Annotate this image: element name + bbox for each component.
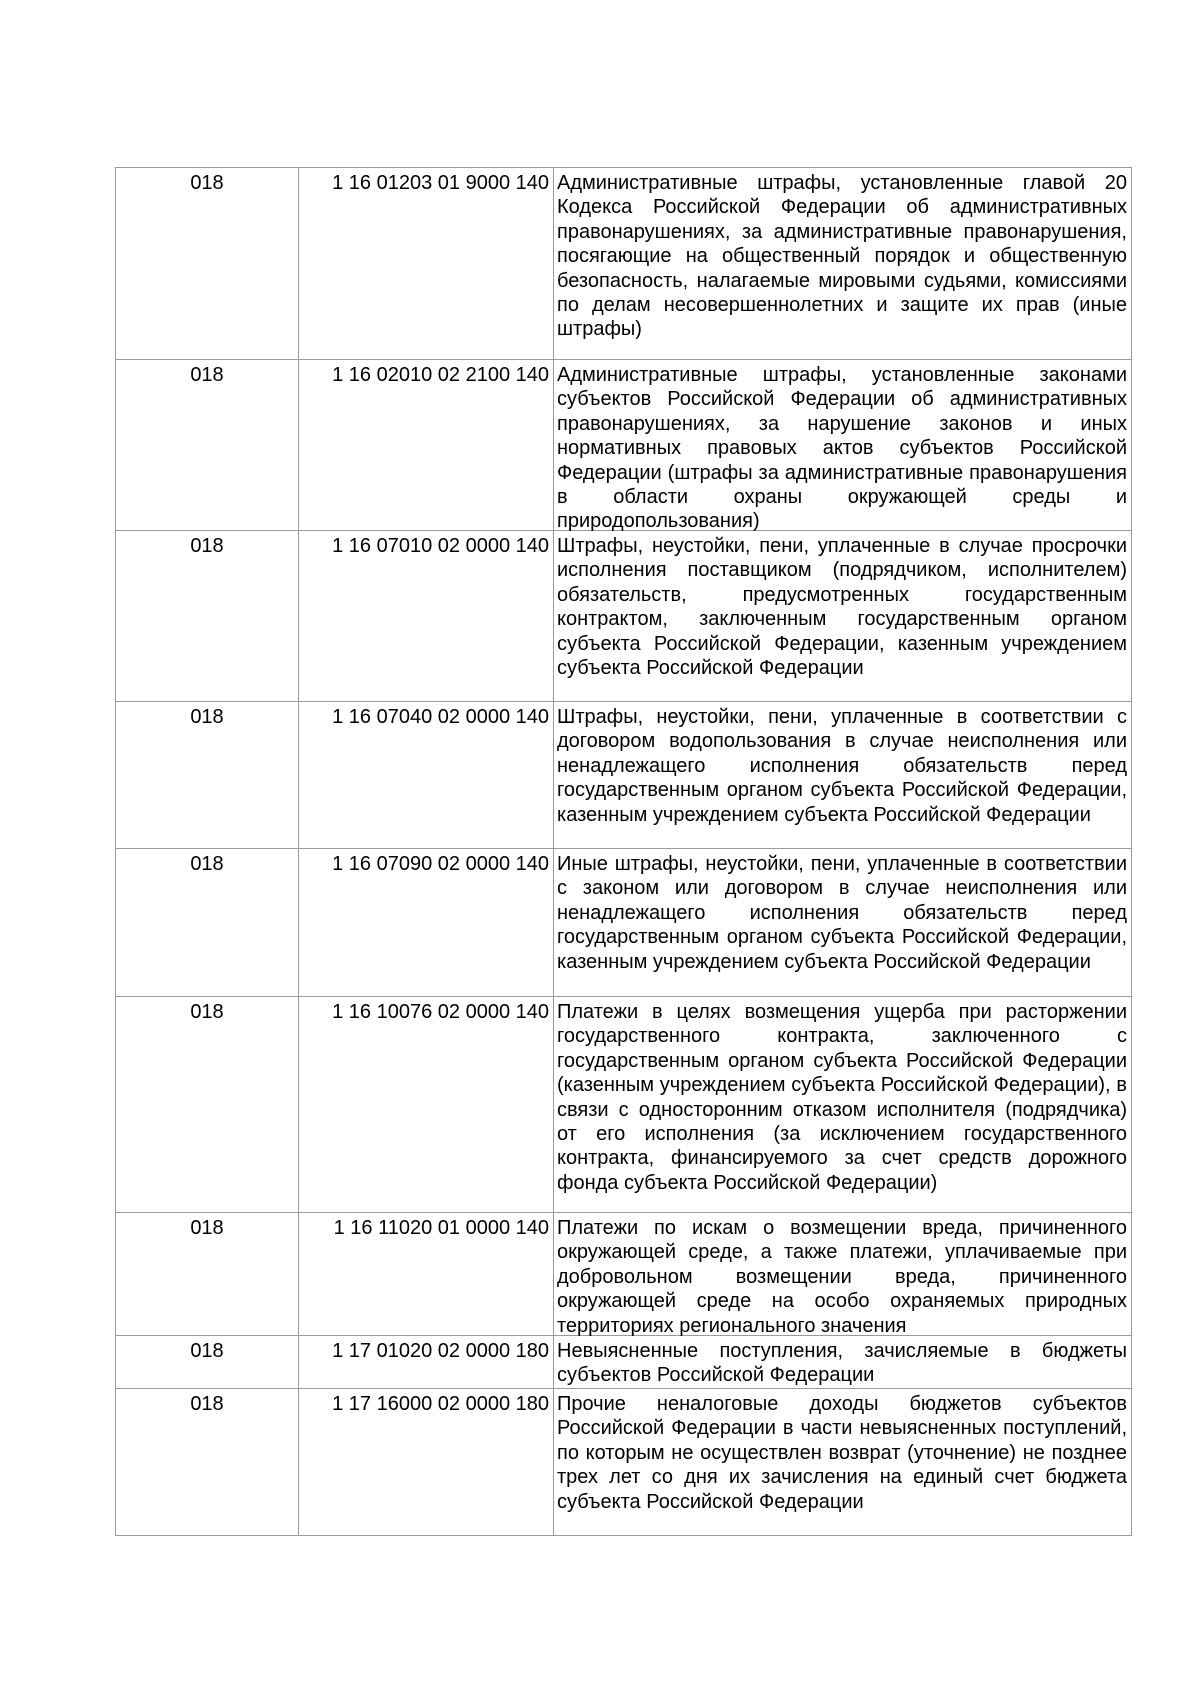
revenue-name-text: Штрафы, неустойки, пени, уплаченные в случае просрочки исполнения поставщиком (подрядчиком, исполнителем) обязательств, предусмотренных государственным контрактом, заключенным государственным органом субъекта Российской Федерации, казенным учреждением субъекта Российской Федерации	[557, 535, 1127, 680]
revenue-name-text: Невыясненные поступления, зачисляемые в бюджеты субъектов Российской Федерации	[557, 1340, 1127, 1387]
table-row	[116, 168, 1132, 360]
revenue-name-cell	[554, 1389, 1132, 1536]
budget-code-cell: 1 17 16000 02 0000 180	[299, 1389, 554, 1536]
revenue-name-text: Административные штрафы, установленные главой 20 Кодекса Российской Федерации об административных правонарушениях, за административные правонарушения, посягающие на общественный порядок и общественную безопасность, налагаемые мировыми судьями, комиссиями по делам несовершеннолетних и защите их прав (иные штрафы)	[557, 172, 1127, 341]
revenue-name-cell	[554, 360, 1132, 531]
revenue-name-cell	[554, 1336, 1132, 1389]
admin-code-cell: 018	[116, 531, 299, 702]
table-row	[116, 1389, 1132, 1536]
revenue-name-cell	[554, 997, 1132, 1213]
budget-code-cell: 1 16 07040 02 0000 140	[299, 702, 554, 849]
admin-code-cell: 018	[116, 702, 299, 849]
revenue-name-cell	[554, 1213, 1132, 1336]
budget-code-cell: 1 16 01203 01 9000 140	[299, 168, 554, 360]
budget-code-cell: 1 17 01020 02 0000 180	[299, 1336, 554, 1389]
table-row	[116, 702, 1132, 849]
admin-code-cell: 018	[116, 1389, 299, 1536]
budget-code-cell: 1 16 11020 01 0000 140	[299, 1213, 554, 1336]
revenue-name-cell	[554, 702, 1132, 849]
budget-codes-table	[115, 167, 1132, 1536]
revenue-name-cell	[554, 531, 1132, 702]
table-row	[116, 1213, 1132, 1336]
admin-code-cell: 018	[116, 168, 299, 360]
admin-code-cell: 018	[116, 997, 299, 1213]
admin-code-cell: 018	[116, 1336, 299, 1389]
revenue-name-text: Иные штрафы, неустойки, пени, уплаченные в соответствии с законом или договором в случае неисполнения или ненадлежащего исполнения обязательств перед государственным органом субъекта Российской Федерации, казенным учреждением субъекта Российской Федерации	[557, 853, 1127, 973]
table-row	[116, 1336, 1132, 1389]
revenue-name-text: Платежи в целях возмещения ущерба при расторжении государственного контракта, заключенного с государственным органом субъекта Российской Федерации (казенным учреждением субъекта Российской Федерации), в связи с односторонним отказом исполнителя (подрядчика) от его исполнения (за исключением государственного контракта, финансируемого за счет средств дорожного фонда субъекта Российской Федерации)	[557, 1001, 1127, 1194]
admin-code-cell: 018	[116, 360, 299, 531]
revenue-name-text: Штрафы, неустойки, пени, уплаченные в соответствии с договором водопользования в случае неисполнения или ненадлежащего исполнения обязательств перед государственным органом субъекта Российской Федерации, казенным учреждением субъекта Российской Федерации	[557, 706, 1127, 826]
table-row	[116, 360, 1132, 531]
budget-code-cell: 1 16 07090 02 0000 140	[299, 849, 554, 997]
budget-code-cell: 1 16 10076 02 0000 140	[299, 997, 554, 1213]
revenue-name-text: Платежи по искам о возмещении вреда, причиненного окружающей среде, а также платежи, уплачиваемые при добровольном возмещении вреда, причиненного окружающей среде на особо охраняемых природных территориях регионального значения	[557, 1217, 1127, 1337]
revenue-name-cell	[554, 168, 1132, 360]
admin-code-cell: 018	[116, 1213, 299, 1336]
revenue-name-text: Административные штрафы, установленные законами субъектов Российской Федерации об административных правонарушениях, за нарушение законов и иных нормативных правовых актов субъектов Российской Федерации (штрафы за административные правонарушения в области охраны окружающей среды и природопользования)	[557, 364, 1127, 533]
revenue-name-text: Прочие неналоговые доходы бюджетов субъектов Российской Федерации в части невыясненных поступлений, по которым не осуществлен возврат (уточнение) не позднее трех лет со дня их зачисления на единый счет бюджета субъекта Российской Федерации	[557, 1393, 1127, 1513]
budget-code-cell: 1 16 02010 02 2100 140	[299, 360, 554, 531]
table-row	[116, 849, 1132, 997]
revenue-name-cell	[554, 849, 1132, 997]
budget-code-cell: 1 16 07010 02 0000 140	[299, 531, 554, 702]
table-row	[116, 531, 1132, 702]
table-row	[116, 997, 1132, 1213]
admin-code-cell: 018	[116, 849, 299, 997]
